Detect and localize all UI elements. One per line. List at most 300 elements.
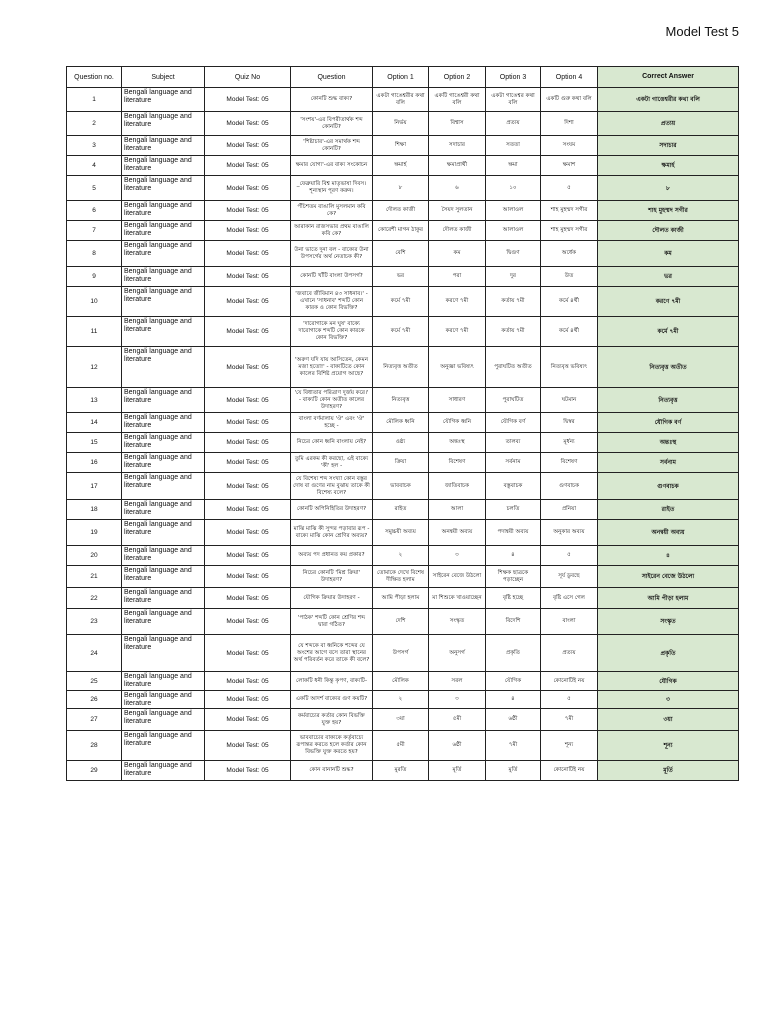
question-number: 17 [67, 473, 122, 500]
correct-answer: ৩ [598, 691, 739, 709]
question-number: 5 [67, 176, 122, 201]
option-4: ক্ষমাশ [541, 156, 598, 176]
option-4: অনুকার অব্যয় [541, 520, 598, 546]
option-1: সমুচ্চয়ী অব্যয় [373, 520, 429, 546]
table-row [67, 136, 739, 156]
quiz-number: Model Test: 05 [205, 500, 291, 520]
header-quiz-no: Quiz No [205, 67, 291, 88]
question-text: 'দারোগাকে মন ঘুষ' বাক্যে দারোগাকে শব্দটি কোন কারকে কোন বিভক্তি? [291, 317, 373, 347]
correct-answer: প্রত্যয় [598, 112, 739, 136]
option-1: ৩য়া [373, 709, 429, 731]
option-2: অন্তঃস্থ [429, 433, 486, 453]
option-4: নিত্যবৃত্ত ভবিষ্যৎ [541, 347, 598, 388]
correct-answer: সংস্কৃত [598, 609, 739, 635]
question-number: 12 [67, 347, 122, 388]
question-number: 26 [67, 691, 122, 709]
option-1: ৫মী [373, 731, 429, 761]
table-row [67, 691, 739, 709]
option-4: শাহ মুহম্মদ সগীর [541, 221, 598, 241]
question-text: 'সংশয়'-এর বিপরীতার্থক শব্দ কোনটি? [291, 112, 373, 136]
option-3: সর্বনাম [486, 453, 541, 473]
quiz-number: Model Test: 05 [205, 112, 291, 136]
table-row [67, 112, 739, 136]
question-text: কর্মবাচ্যের কর্তার কোন বিভক্তি যুক্ত হয়? [291, 709, 373, 731]
option-1: মৌলিক [373, 672, 429, 691]
option-1: মৌলিক ধ্বনি [373, 413, 429, 433]
quiz-number: Model Test: 05 [205, 433, 291, 453]
question-number: 28 [67, 731, 122, 761]
table-row [67, 672, 739, 691]
option-4: সূর্য ডুবছে [541, 566, 598, 588]
subject-cell: Bengali language and literature [122, 156, 205, 176]
option-3: বিদেশি [486, 609, 541, 635]
quiz-number: Model Test: 05 [205, 672, 291, 691]
option-4: একটি গুরু কথা বলি [541, 88, 598, 112]
option-3: বৃষ্টি হচ্ছে [486, 588, 541, 609]
subject-cell: Bengali language and literature [122, 347, 205, 388]
option-3: বস্তুবাচক [486, 473, 541, 500]
option-4: উত [541, 267, 598, 287]
option-4: বৃষ্টি এসে গেল [541, 588, 598, 609]
question-number: 7 [67, 221, 122, 241]
option-3: ৪ [486, 546, 541, 566]
subject-cell: Bengali language and literature [122, 672, 205, 691]
option-2: একটি গাঙেশ্বরী কথা বলি [429, 88, 486, 112]
question-number: 27 [67, 709, 122, 731]
option-2: সাধারণ [429, 388, 486, 413]
question-text: 'অরুণ যদি যায় আসিতেন, কেমন মজা হতো!' - বাক্যটিতে কোন কালের বিশিষ্ট প্রয়োগ আছে? [291, 347, 373, 388]
subject-cell: Bengali language and literature [122, 413, 205, 433]
correct-answer: রাইত [598, 500, 739, 520]
quiz-number: Model Test: 05 [205, 453, 291, 473]
quiz-number: Model Test: 05 [205, 388, 291, 413]
quiz-number: Model Test: 05 [205, 156, 291, 176]
question-number: 25 [67, 672, 122, 691]
table-row [67, 566, 739, 588]
option-2: ৩ [429, 546, 486, 566]
correct-answer: সাইরেন বেজে উঠলো [598, 566, 739, 588]
header-correct-answer: Correct Answer [598, 67, 739, 88]
option-3: সততা [486, 136, 541, 156]
question-number: 21 [67, 566, 122, 588]
option-3: কর্তায় ৭মী [486, 317, 541, 347]
question-number: 20 [67, 546, 122, 566]
correct-answer: দৌলত কাজী [598, 221, 739, 241]
subject-cell: Bengali language and literature [122, 546, 205, 566]
table-row [67, 347, 739, 388]
question-text: মাঝি মাঝি কী সুন্দর পড়াবার রূপ - বাক্যে মাঝি কোন শ্রেণির অব্যয়? [291, 520, 373, 546]
option-3: আলাওল [486, 221, 541, 241]
question-text: যে বিশেষ্য শব্দ সংখ্যা কোন বস্তুর দোষ বা গুণের নাম বুঝায় তাকে কী বিশেষ্য বলে? [291, 473, 373, 500]
quiz-number: Model Test: 05 [205, 347, 291, 388]
quiz-number: Model Test: 05 [205, 287, 291, 317]
page-title: Model Test 5 [665, 24, 739, 39]
option-4: বাংলা [541, 609, 598, 635]
option-3: কর্তায় ৭মী [486, 287, 541, 317]
question-number: 4 [67, 156, 122, 176]
question-text: কোনটি অপিনিহিতির উদাহরণ? [291, 500, 373, 520]
option-2: ৫মী [429, 709, 486, 731]
correct-answer: সদাচার [598, 136, 739, 156]
subject-cell: Bengali language and literature [122, 635, 205, 672]
table-row [67, 709, 739, 731]
question-table [66, 66, 739, 781]
option-4: শাহ মুহম্মদ সগীর [541, 201, 598, 221]
question-text: তুমি এরকম কী করছো, এই বাক্যে 'কী' হল - [291, 453, 373, 473]
option-4: কোনোটিই নয় [541, 761, 598, 781]
option-4: দিশা [541, 112, 598, 136]
quiz-number: Model Test: 05 [205, 520, 291, 546]
quiz-number: Model Test: 05 [205, 136, 291, 156]
quiz-number: Model Test: 05 [205, 241, 291, 267]
option-4: কোনোটিই নয় [541, 672, 598, 691]
option-1: মুরতি [373, 761, 429, 781]
correct-answer: অনন্বয়ী অব্যয় [598, 520, 739, 546]
question-text: ক্ষমার যোগ্য'-এর বাক্য সংকোচন [291, 156, 373, 176]
correct-answer: সর্বনাম [598, 453, 739, 473]
option-3: একটা গাঙেশ্বর কথা বলি [486, 88, 541, 112]
question-number: 22 [67, 588, 122, 609]
correct-answer: গুণবাচক [598, 473, 739, 500]
option-2: করণে ৭মী [429, 317, 486, 347]
option-2: ক্ষমাপ্রার্থী [429, 156, 486, 176]
option-2: আলা [429, 500, 486, 520]
subject-cell: Bengali language and literature [122, 453, 205, 473]
table-header-row [67, 67, 739, 88]
question-text: কোনটি শুদ্ধ বাক্য? [291, 88, 373, 112]
subject-cell: Bengali language and literature [122, 201, 205, 221]
question-text: আরাকান রাজসভার প্রথম বাঙালি কবি কে? [291, 221, 373, 241]
table-row [67, 588, 739, 609]
question-number: 10 [67, 287, 122, 317]
header-option-2: Option 2 [429, 67, 486, 88]
option-3: ১০ [486, 176, 541, 201]
option-1: দেশি [373, 609, 429, 635]
option-3: পদান্বয়ী অব্যয় [486, 520, 541, 546]
option-4: ৫ [541, 691, 598, 709]
question-text: 'শিষ্টাচার'-এর সমার্থক শব্দ কোনটি? [291, 136, 373, 156]
correct-answer: অন্তঃস্থ [598, 433, 739, 453]
table-row [67, 433, 739, 453]
table-row [67, 635, 739, 672]
table-row [67, 761, 739, 781]
option-3: দুর [486, 267, 541, 287]
correct-answer: শূন্য [598, 731, 739, 761]
option-3: আলাওল [486, 201, 541, 221]
table-row [67, 287, 739, 317]
subject-cell: Bengali language and literature [122, 731, 205, 761]
table-row [67, 241, 739, 267]
question-number: 16 [67, 453, 122, 473]
option-4: অর্ধেক [541, 241, 598, 267]
subject-cell: Bengali language and literature [122, 588, 205, 609]
table-row [67, 500, 739, 520]
question-number: 3 [67, 136, 122, 156]
correct-answer: ভর [598, 267, 739, 287]
quiz-number: Model Test: 05 [205, 546, 291, 566]
question-number: 29 [67, 761, 122, 781]
option-4: কর্মে ৪র্থী [541, 317, 598, 347]
subject-cell: Bengali language and literature [122, 221, 205, 241]
quiz-number: Model Test: 05 [205, 317, 291, 347]
subject-cell: Bengali language and literature [122, 267, 205, 287]
option-3: ৪ [486, 691, 541, 709]
table-row [67, 609, 739, 635]
quiz-number: Model Test: 05 [205, 413, 291, 433]
question-text: _ফেব্রুয়ারি বিশ্ব মাতৃভাষা দিবস। শূন্যস্থান পূরণ করুন। [291, 176, 373, 201]
option-2: সদাচার [429, 136, 486, 156]
correct-answer: আমি পীড়া হলাম [598, 588, 739, 609]
subject-cell: Bengali language and literature [122, 88, 205, 112]
quiz-number: Model Test: 05 [205, 201, 291, 221]
option-2: মা শিশুকে খাওয়াচ্ছেন [429, 588, 486, 609]
subject-cell: Bengali language and literature [122, 433, 205, 453]
correct-answer: নিত্যবৃত্ত [598, 388, 739, 413]
option-4: শূন্য [541, 731, 598, 761]
option-4: গুণবাচক [541, 473, 598, 500]
subject-cell: Bengali language and literature [122, 388, 205, 413]
subject-cell: Bengali language and literature [122, 287, 205, 317]
quiz-number: Model Test: 05 [205, 691, 291, 709]
option-4: সংযম [541, 136, 598, 156]
question-number: 19 [67, 520, 122, 546]
quiz-number: Model Test: 05 [205, 761, 291, 781]
quiz-number: Model Test: 05 [205, 609, 291, 635]
table-row [67, 221, 739, 241]
option-1: ওষ্ঠ্য [373, 433, 429, 453]
option-4: বিশেষণ [541, 453, 598, 473]
option-2: বিশেষণ [429, 453, 486, 473]
option-4: ঘটমান [541, 388, 598, 413]
option-1: ভাববাচক [373, 473, 429, 500]
question-number: 6 [67, 201, 122, 221]
question-number: 2 [67, 112, 122, 136]
quiz-number: Model Test: 05 [205, 566, 291, 588]
option-4: কর্মে ৪র্থী [541, 287, 598, 317]
correct-answer: যৌগিক বর্ণ [598, 413, 739, 433]
quiz-number: Model Test: 05 [205, 635, 291, 672]
option-2: সরল [429, 672, 486, 691]
option-3: প্রত্যয় [486, 112, 541, 136]
question-text: 'পাঠক' শব্দটি কোন শ্রেণির শব্দ দ্বারা গঠিত? [291, 609, 373, 635]
option-3: ৭মী [486, 731, 541, 761]
question-text: উনা ভাতে দুনা বল - বাক্যের উনা উপসর্গের অর্থ নেতাচক কী? [291, 241, 373, 267]
question-number: 13 [67, 388, 122, 413]
option-1: কর্মে ৭মী [373, 317, 429, 347]
quiz-number: Model Test: 05 [205, 88, 291, 112]
option-4: মূর্ধন্য [541, 433, 598, 453]
quiz-number: Model Test: 05 [205, 267, 291, 287]
table-row [67, 156, 739, 176]
question-text: ভাববাচ্যের বাক্যকে কর্তৃবাচ্যে রূপান্তর করতে হলে কর্তার কোন বিভক্তি যুক্ত করতে হয়? [291, 731, 373, 761]
correct-answer: ৮ [598, 176, 739, 201]
option-3: তালব্য [486, 433, 541, 453]
option-1: আমি পীড়া হলাম [373, 588, 429, 609]
option-3: শিক্ষক ছাত্রকে পড়াচ্ছেন [486, 566, 541, 588]
option-2: সৈয়দ সুলতান [429, 201, 486, 221]
question-text: যৌগিক ক্রিয়ার উদাহরণ - [291, 588, 373, 609]
question-text: নিচের কোনটি 'মিশ্র ক্রিয়া' উদাহরণ? [291, 566, 373, 588]
correct-answer: ৪ [598, 546, 739, 566]
question-text: লোকটি ধনী কিন্তু কৃপণ, বাক্যটি- [291, 672, 373, 691]
option-1: কর্মে ৭মী [373, 287, 429, 317]
table-row [67, 201, 739, 221]
option-3: প্রকৃতি [486, 635, 541, 672]
option-1: ২ [373, 546, 429, 566]
option-1: একটা গাঙেশ্বরীর কথা বলি [373, 88, 429, 112]
subject-cell: Bengali language and literature [122, 241, 205, 267]
subject-cell: Bengali language and literature [122, 566, 205, 588]
header-option-4: Option 4 [541, 67, 598, 88]
quiz-number: Model Test: 05 [205, 221, 291, 241]
option-2: করণে ৭মী [429, 287, 486, 317]
header-question-no: Question no. [67, 67, 122, 88]
question-number: 15 [67, 433, 122, 453]
header-question: Question [291, 67, 373, 88]
question-text: কোন বানানটি শুদ্ধ? [291, 761, 373, 781]
quiz-number: Model Test: 05 [205, 709, 291, 731]
option-3: মুর্তি [486, 761, 541, 781]
option-2: সংস্কৃত [429, 609, 486, 635]
question-text: 'জবাবে জীবিমান ৪৩ সাধনাব।' - এখানে 'সাধনাব' শব্দটি কোন কারক ও কোন বিভক্তি? [291, 287, 373, 317]
header-option-3: Option 3 [486, 67, 541, 88]
option-2: দৌলত কাজী [429, 221, 486, 241]
option-3: ৬ষ্ঠী [486, 709, 541, 731]
subject-cell: Bengali language and literature [122, 317, 205, 347]
quiz-number: Model Test: 05 [205, 731, 291, 761]
table-row [67, 388, 739, 413]
subject-cell: Bengali language and literature [122, 520, 205, 546]
table-row [67, 267, 739, 287]
option-1: কোরেশী মাগন ঠাকুর [373, 221, 429, 241]
question-number: 11 [67, 317, 122, 347]
option-2: সাইরেন বেজে উঠলো [429, 566, 486, 588]
subject-cell: Bengali language and literature [122, 176, 205, 201]
option-1: তোমাকে দেখে বিশেষ দীক্ষিত হলাম [373, 566, 429, 588]
correct-answer: প্রকৃতি [598, 635, 739, 672]
question-number: 18 [67, 500, 122, 520]
option-4: ৭মী [541, 709, 598, 731]
question-text: অব্যয় পদ প্রধানত কয় প্রকার? [291, 546, 373, 566]
option-4: প্রনিয়া [541, 500, 598, 520]
question-number: 23 [67, 609, 122, 635]
option-1: ২ [373, 691, 429, 709]
question-number: 8 [67, 241, 122, 267]
correct-answer: শাহ মুহম্মদ সগীর [598, 201, 739, 221]
option-2: কম [429, 241, 486, 267]
header-option-1: Option 1 [373, 67, 429, 88]
quiz-number: Model Test: 05 [205, 176, 291, 201]
correct-answer: যৌগিক [598, 672, 739, 691]
table-row [67, 520, 739, 546]
correct-answer: কম [598, 241, 739, 267]
question-number: 1 [67, 88, 122, 112]
table-row [67, 731, 739, 761]
question-text: যে শব্দকে বা ধ্বনিকে শব্দের যে অংশের আগে বসে তারা স্থানের অর্থ পরিবর্তন করে তাকে কী বলে? [291, 635, 373, 672]
option-2: ৬ষ্ঠী [429, 731, 486, 761]
option-2: পরা [429, 267, 486, 287]
option-2: যৌগিক ধ্বনি [429, 413, 486, 433]
correct-answer: ক্ষমার্হ [598, 156, 739, 176]
option-1: নিত্যবৃত্ত [373, 388, 429, 413]
subject-cell: Bengali language and literature [122, 136, 205, 156]
option-2: অনুসর্গ [429, 635, 486, 672]
quiz-number: Model Test: 05 [205, 588, 291, 609]
option-1: নিত্যবৃত্ত অতীত [373, 347, 429, 388]
option-1: নির্ভয় [373, 112, 429, 136]
question-text: পঁচিশতম বাঙালি মুসলমান কবি কে? [291, 201, 373, 221]
subject-cell: Bengali language and literature [122, 473, 205, 500]
option-1: ক্রিয়া [373, 453, 429, 473]
table-row [67, 176, 739, 201]
correct-answer: করণে ৭মী [598, 287, 739, 317]
subject-cell: Bengali language and literature [122, 112, 205, 136]
option-3: চলতি [486, 500, 541, 520]
option-2: অনন্বয়ী অব্যয় [429, 520, 486, 546]
subject-cell: Bengali language and literature [122, 761, 205, 781]
subject-cell: Bengali language and literature [122, 709, 205, 731]
correct-answer: কর্মে ৭মী [598, 317, 739, 347]
option-1: উপসর্গ [373, 635, 429, 672]
option-1: রাইত [373, 500, 429, 520]
question-text: কোনটি খাঁটি বাংলা উপসর্গ? [291, 267, 373, 287]
option-4: ৫ [541, 176, 598, 201]
option-4: ৫ [541, 546, 598, 566]
option-1: ক্ষমার্হ [373, 156, 429, 176]
question-text: একটি আদর্শ বাক্যের গুণ কয়টি? [291, 691, 373, 709]
subject-cell: Bengali language and literature [122, 609, 205, 635]
question-number: 24 [67, 635, 122, 672]
option-4: দ্বিস্বর [541, 413, 598, 433]
option-2: অনুজ্ঞা ভবিষ্যৎ [429, 347, 486, 388]
option-1: শিক্ষা [373, 136, 429, 156]
option-2: ৩ [429, 691, 486, 709]
table-row [67, 88, 739, 112]
option-1: বেশি [373, 241, 429, 267]
quiz-number: Model Test: 05 [205, 473, 291, 500]
subject-cell: Bengali language and literature [122, 500, 205, 520]
table-row [67, 317, 739, 347]
question-text: বাংলা বর্ণমালায় 'ঔ' এবং 'ঔ' হচ্ছে - [291, 413, 373, 433]
question-text: নিচের কোন ধ্বনি বাংলায় নেই? [291, 433, 373, 453]
question-text: 'যে বিধাতার পরিত্রাণ দুর্জয় করে।' - বাক্যটি কোন অতীত কালের উদাহরণ? [291, 388, 373, 413]
question-number: 14 [67, 413, 122, 433]
table-row [67, 413, 739, 433]
option-2: জাতিবাচক [429, 473, 486, 500]
option-1: ৮ [373, 176, 429, 201]
option-3: ক্ষমা [486, 156, 541, 176]
table-row [67, 473, 739, 500]
header-subject: Subject [122, 67, 205, 88]
option-3: পুরাঘটিত অতীত [486, 347, 541, 388]
correct-answer: একটা গাঙেশ্বরীর কথা বলি [598, 88, 739, 112]
option-1: দৌলত কাজী [373, 201, 429, 221]
option-2: মূর্তি [429, 761, 486, 781]
table-row [67, 453, 739, 473]
option-3: পুরাঘটিত [486, 388, 541, 413]
question-number: 9 [67, 267, 122, 287]
option-2: বিশ্বাস [429, 112, 486, 136]
correct-answer: মূর্তি [598, 761, 739, 781]
option-3: দ্বিগুণ [486, 241, 541, 267]
subject-cell: Bengali language and literature [122, 691, 205, 709]
option-3: যৌগিক [486, 672, 541, 691]
correct-answer: ৩য়া [598, 709, 739, 731]
correct-answer: নিত্যবৃত্ত অতীত [598, 347, 739, 388]
table-row [67, 546, 739, 566]
option-1: ভর [373, 267, 429, 287]
option-2: ৬ [429, 176, 486, 201]
